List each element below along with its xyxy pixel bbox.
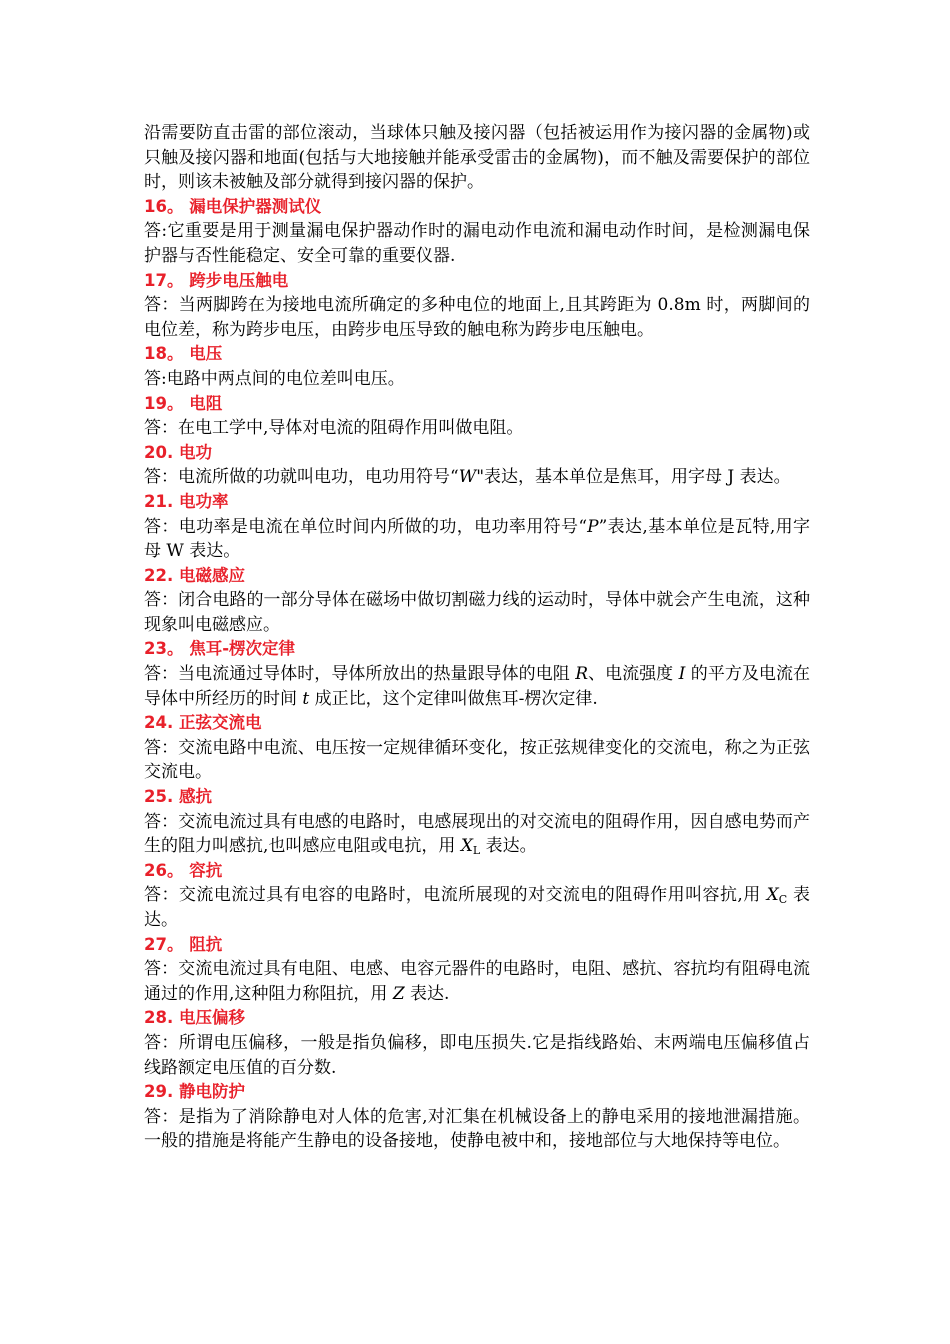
item-heading-26: 26。 容抗 <box>144 860 223 880</box>
item-heading-20: 20. 电功 <box>144 442 212 462</box>
item-answer-26 <box>144 883 810 932</box>
item-answer-17: 答：当两脚跨在为接地电流所确定的多种电位的地面上,且其跨距为 0.8m 时，两脚间的电位差，称为跨步电压，由跨步电压导致的触电称为跨步电压触电。 <box>144 295 810 340</box>
item-heading-19: 19。 电阻 <box>144 393 223 413</box>
item-answer-29: 答：是指为了消除静电对人体的危害,对汇集在机械设备上的静电采用的接地泄漏措施。一般的措施是将能产生静电的设备接地，使静电被中和，接地部位与大地保持等电位。 <box>144 1106 810 1152</box>
answer-text: 的平方及电流在导体中所经历的时间 <box>144 664 810 709</box>
answer-text: 、电流强度 <box>588 664 679 685</box>
symbol-r: R <box>575 664 589 685</box>
symbol-z: Z <box>392 983 405 1004</box>
answer-text: ”表达,基本单位是瓦特,用字母 W 表达。 <box>144 516 810 562</box>
symbol-x: X <box>766 885 779 906</box>
answer-text: 表达。 <box>480 836 537 857</box>
item-answer-19: 答：在电工学中,导体对电流的阻碍作用叫做电阻。 <box>144 418 524 439</box>
answer-text: 表达. <box>404 983 450 1004</box>
item-answer-25 <box>144 810 810 859</box>
item-answer-21 <box>144 515 810 564</box>
item-answer-22: 答：闭合电路的一部分导体在磁场中做切割磁力线的运动时，导体中就会产生电流，这种现象叫电磁感应。 <box>144 590 810 635</box>
item-heading-27: 27。 阻抗 <box>144 934 223 954</box>
answer-text: 答：电流所做的功就叫电功，电功用符号“ <box>144 467 459 488</box>
answer-text: 答：电功率是电流在单位时间内所做的功，电功率用符号“ <box>144 516 588 537</box>
item-answer-23 <box>144 662 810 711</box>
item-answer-24: 答：交流电路中电流、电压按一定规律循环变化，按正弦规律变化的交流电，称之为正弦交流电。 <box>144 737 810 783</box>
item-answer-16: 答:它重要是用于测量漏电保护器动作时的漏电动作电流和漏电动作时间，是检测漏电保护器与否性能稳定、安全可靠的重要仪器. <box>144 221 810 266</box>
item-heading-17: 17。 跨步电压触电 <box>144 270 289 290</box>
answer-text: 答：交流电流过具有电阻、电感、电容元器件的电路时，电阻、感抗、容抗均有阻碍电流通过的作用,这种阻力称阻抗，用 <box>144 959 810 1004</box>
answer-text: 答：交流电流过具有电感的电路时，电感展现出的对交流电的阻碍作用，因自感电势而产生的阻力叫感抗,也叫感应电阻或电抗，用 <box>144 811 810 857</box>
item-heading-16: 16。 漏电保护器测试仪 <box>144 196 322 216</box>
item-heading-28: 28. 电压偏移 <box>144 1008 245 1028</box>
symbol-w: W <box>458 467 477 488</box>
answer-text: 答：当电流通过导体时，导体所放出的热量跟导体的电阻 <box>144 664 576 685</box>
symbol-t: t <box>302 688 310 709</box>
item-answer-18: 答:电路中两点间的电位差叫电压。 <box>144 368 405 389</box>
item-heading-21: 21. 电功率 <box>144 491 229 511</box>
item-heading-24: 24. 正弦交流电 <box>144 713 262 733</box>
item-heading-18: 18。 电压 <box>144 344 223 364</box>
answer-text: 表达。 <box>144 885 810 930</box>
item-heading-29: 29. 静电防护 <box>144 1082 245 1102</box>
symbol-x: X <box>460 836 473 857</box>
item-answer-20 <box>144 465 810 490</box>
symbol-i: I <box>678 664 686 685</box>
item-answer-27 <box>144 957 810 1006</box>
item-heading-25: 25. 感抗 <box>144 787 212 807</box>
subscript-l: L <box>472 844 481 858</box>
answer-text: "表达，基本单位是焦耳，用字母 J 表达。 <box>476 467 791 488</box>
intro-paragraph: 沿需要防直击雷的部位滚动，当球体只触及接闪器（包括被运用作为接闪器的金属物)或只触及接闪器和地面(包括与大地接触并能承受雷击的金属物)，而不触及需要保护的部位时，则该未被触及部分就得到接闪器的保护。 <box>144 123 810 193</box>
item-heading-23: 23。 焦耳-楞次定律 <box>144 639 296 659</box>
subscript-c: C <box>778 893 788 907</box>
item-heading-22: 22. 电磁感应 <box>144 565 245 585</box>
answer-text: 答：交流电流过具有电容的电路时，电流所展现的对交流电的阻碍作用叫容抗,用 <box>144 885 767 906</box>
symbol-p: P <box>587 516 599 537</box>
item-answer-28: 答：所谓电压偏移，一般是指负偏移，即电压损失.它是指线路始、末两端电压偏移值占线路额定电压值的百分数. <box>144 1032 810 1078</box>
answer-text: 成正比，这个定律叫做焦耳-楞次定律. <box>309 688 598 709</box>
